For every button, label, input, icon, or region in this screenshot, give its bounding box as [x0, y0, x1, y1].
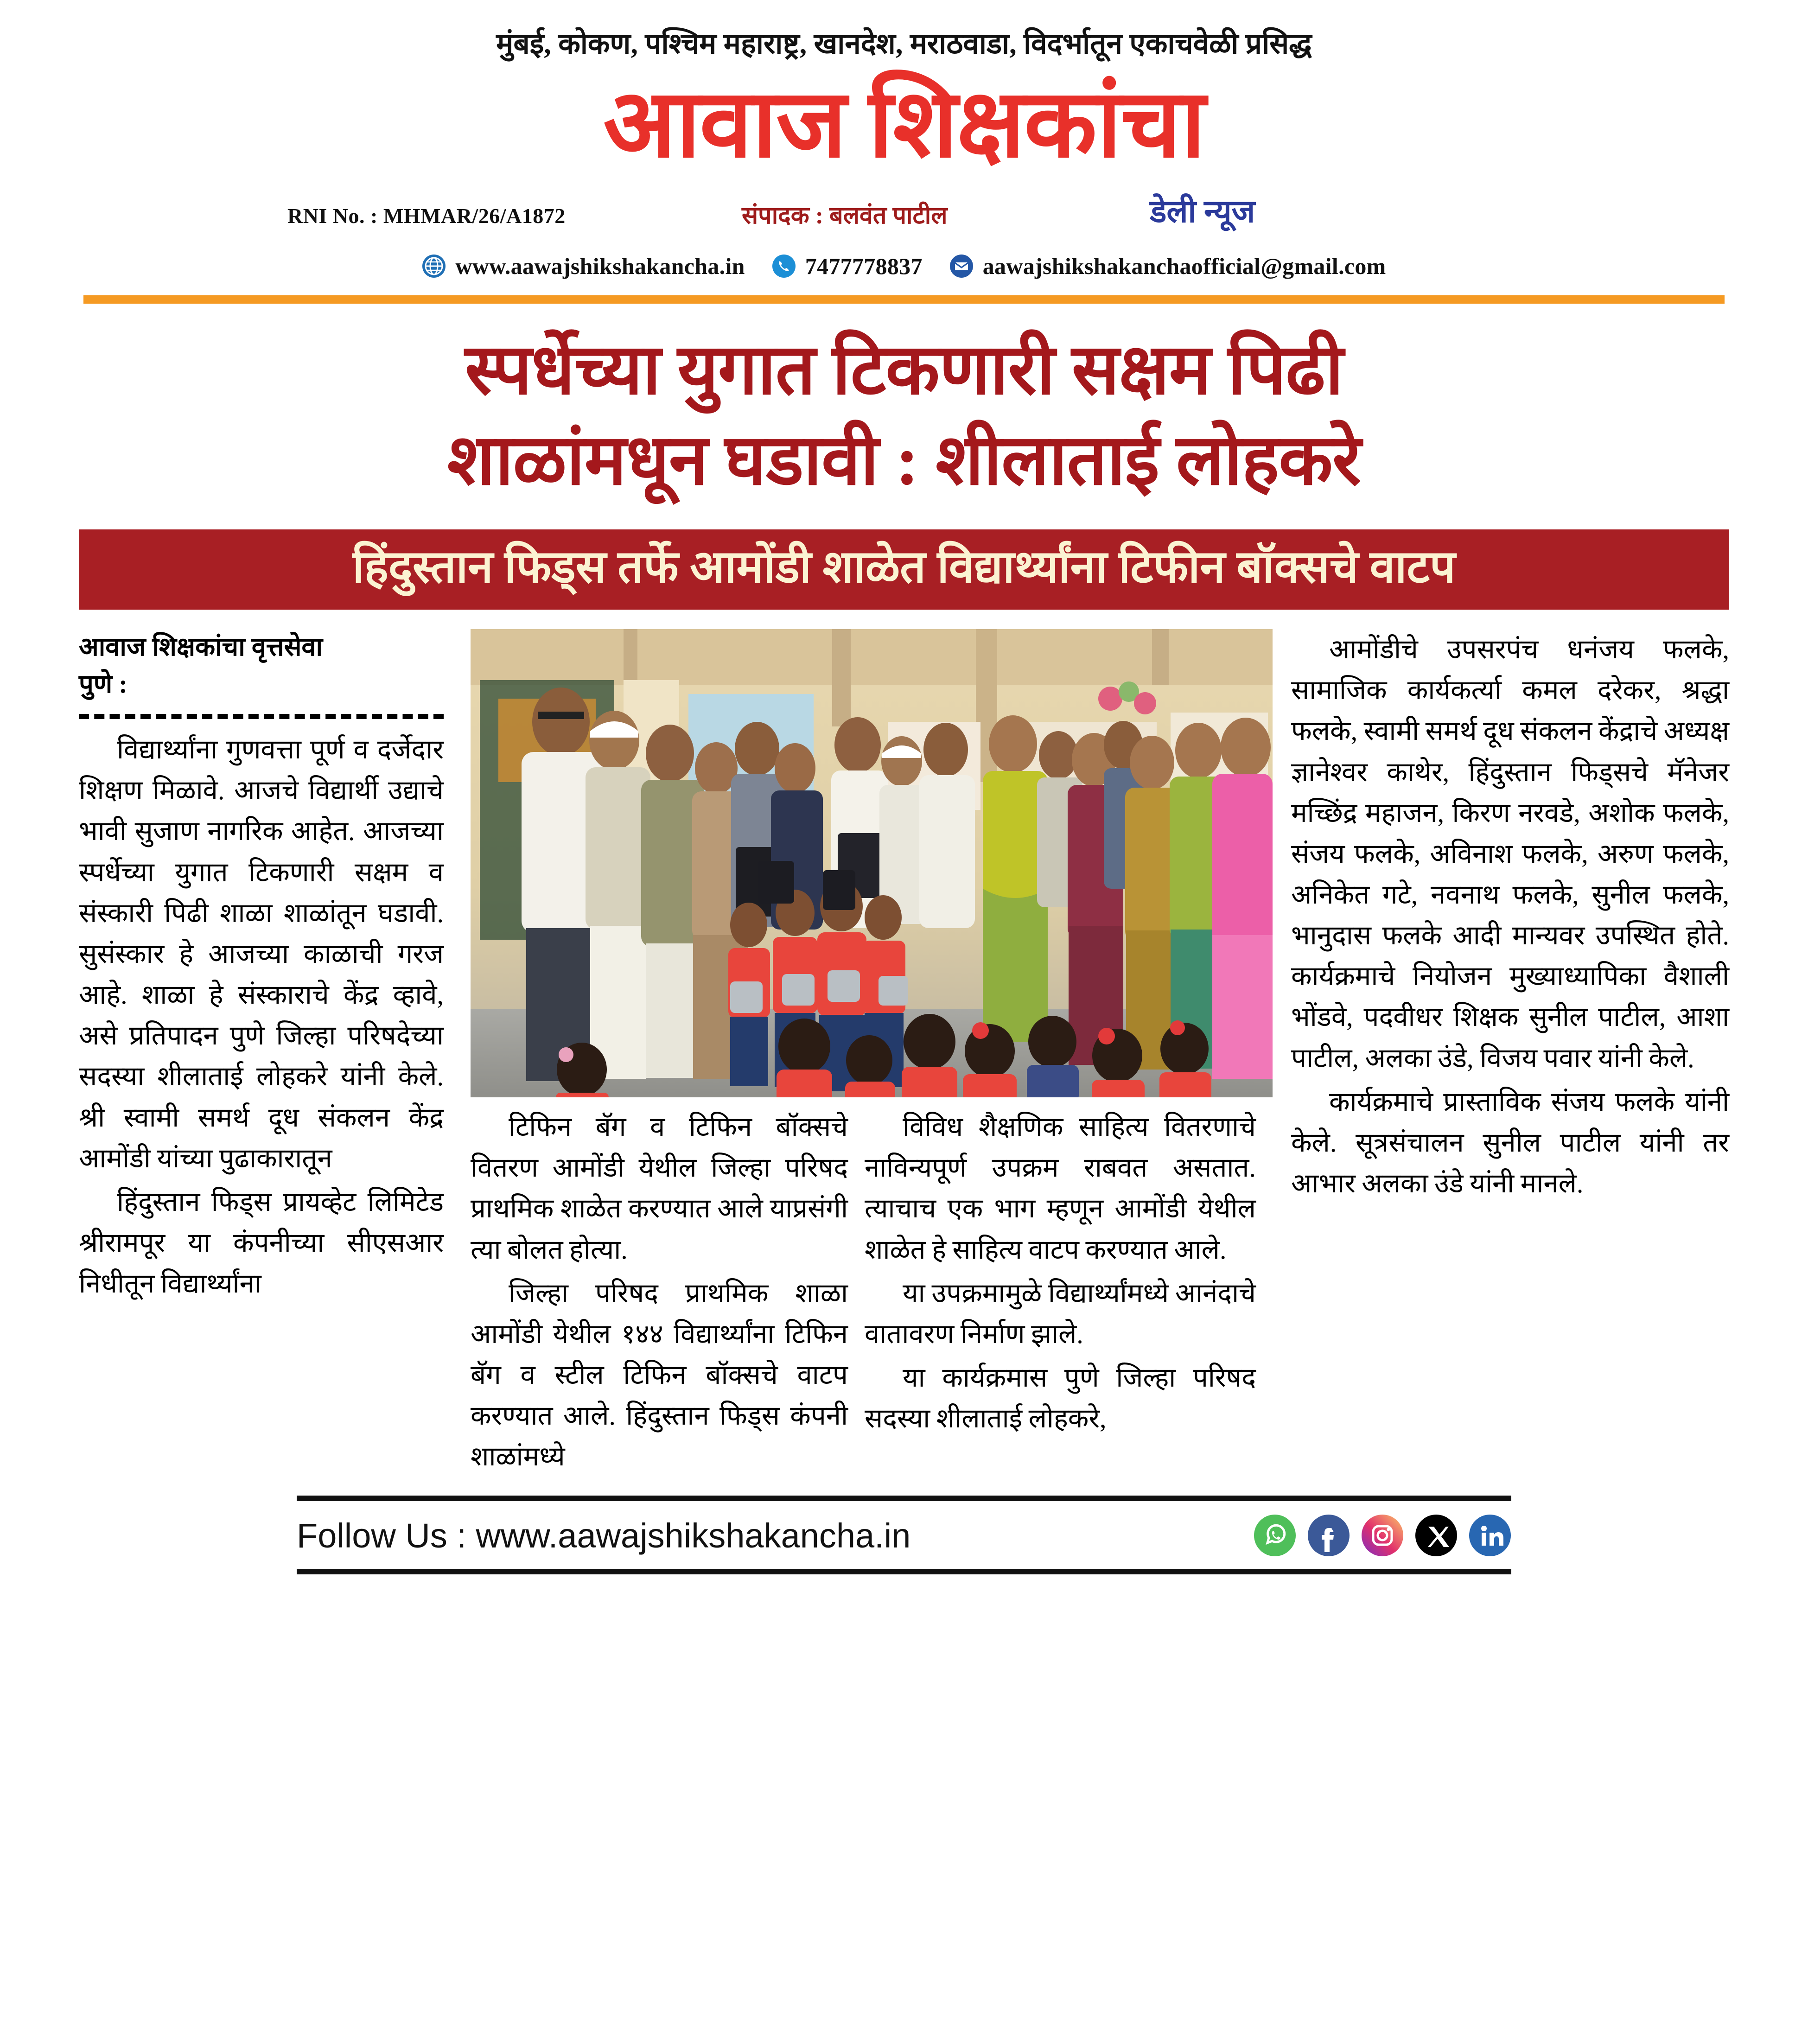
daily-news-label: डेली न्यूज — [1150, 194, 1255, 229]
subheadline-text: हिंदुस्तान फिड्स तर्फे आमोंडी शाळेत विद्यार्थ्यांना टिफीन बॉक्सचे वाटप — [352, 542, 1456, 593]
article-paragraph: हिंदुस्तान फिड्स प्रायव्हेट लिमिटेड श्रीरामपूर या कंपनीच्या सीएसआर निधीतून विद्यार्थ्यांना — [79, 1186, 444, 1299]
byline-agency: आवाज शिक्षकांचा वृत्तसेवा — [79, 633, 323, 662]
phone-icon — [772, 254, 796, 278]
article-paragraph: जिल्हा परिषद प्राथमिक शाळा आमोंडी येथील १४४ विद्यार्थ्यांना टिफिन बॅग व स्टील टिफिन बॉक्सचे वाटप करण्यात आले. हिंदुस्तान फिड्स कंपनी शाळांमध्ये — [471, 1278, 848, 1472]
article-paragraph: या कार्यक्रमास पुणे जिल्हा परिषद सदस्या शीलाताई लोहकरे, — [865, 1363, 1256, 1434]
article-body — [79, 629, 1729, 1477]
newspaper-logo-title: आवाज शिक्षकांचा — [603, 72, 1205, 178]
byline-divider — [79, 714, 444, 719]
email-address: aawajshikshakanchaofficial@gmail.com — [982, 253, 1386, 280]
logo-row — [0, 72, 1808, 191]
mail-icon — [949, 254, 974, 278]
contact-email[interactable] — [949, 253, 1386, 280]
article-paragraph: या उपक्रमामुळे विद्यार्थ्यांमध्ये आनंदाचे वातावरण निर्माण झाले. — [865, 1278, 1256, 1349]
article-column-4 — [1273, 629, 1729, 1477]
article-paragraph: टिफिन बॅग व टिफिन बॉक्सचे वितरण आमोंडी येथील जिल्हा परिषद प्राथमिक शाळेत करण्यात आले याप्रसंगी त्या बोलत होत्या. — [471, 1112, 848, 1265]
page-headline — [79, 325, 1729, 505]
article-column-1 — [79, 629, 471, 1477]
headline-line-2: शाळांमधून घडावी : शीलाताई लोहकरे — [447, 421, 1361, 499]
article-paragraph: विविध शैक्षणिक साहित्य वितरणाचे नाविन्यपूर्ण उपक्रम राबवत असतात. त्याचाच एक भाग म्हणून आमोंडी येथील शाळेत हे साहित्य वाटप करण्यात आले. — [865, 1112, 1256, 1265]
instagram-icon[interactable] — [1361, 1514, 1404, 1557]
phone-number: 7477778837 — [805, 253, 923, 280]
website-url: www.aawajshikshakancha.in — [455, 253, 745, 280]
strapline: मुंबई, कोकण, पश्चिम महाराष्ट्र, खानदेश, मराठवाडा, विदर्भातून एकाचवेळी प्रसिद्ध — [496, 28, 1312, 60]
subheadline-banner — [79, 529, 1729, 610]
orange-divider-rule — [83, 295, 1725, 304]
byline-dateline: पुणे : — [79, 669, 127, 699]
editor-name: संपादक : बलवंत पाटील — [742, 203, 948, 229]
whatsapp-icon[interactable] — [1254, 1514, 1296, 1557]
globe-icon — [422, 254, 446, 278]
contact-phone[interactable] — [772, 253, 923, 280]
follow-us-text: Follow Us : www.aawajshikshakancha.in — [297, 1516, 911, 1555]
school-tiffin-distribution-photo — [471, 629, 1273, 1097]
contact-website[interactable] — [422, 253, 745, 280]
footer-bottom-rule — [297, 1569, 1511, 1574]
article-paragraph: विद्यार्थ्यांना गुणवत्ता पूर्ण व दर्जेदार शिक्षण मिळावे. आजचे विद्यार्थी उद्याचे भावी सुजाण नागरिक आहेत. आजच्या स्पर्धेच्या युगात टिकणारी सक्षम व संस्कारी पिढी शाळा शाळांतून घडावी. सुसंस्कार हे आजच्या काळाची गरज आहे. शाळा हे संस्काराचे केंद्र व्हावे, असे प्रतिपादन पुणे जिल्हा परिषदेच्या सदस्या शीलाताई लोहकरे यांनी केले. श्री स्वामी समर्थ दूध संकलन केंद्र आमोंडी यांच्या पुढाकारातून — [79, 734, 444, 1173]
contact-row — [0, 253, 1808, 280]
linkedin-icon[interactable] — [1469, 1514, 1511, 1557]
article-paragraph: कार्यक्रमाचे प्रास्ताविक संजय फलके यांनी केले. सूत्रसंचालन सुनील पाटील यांनी तर आभार अलका उंडे यांनी मानले. — [1291, 1086, 1729, 1199]
headline-line-1: स्पर्धेच्या युगात टिकणारी सक्षम पिढी — [465, 331, 1343, 409]
masthead — [0, 0, 1808, 304]
footer-top-rule — [297, 1496, 1511, 1501]
x-twitter-icon[interactable] — [1415, 1514, 1458, 1557]
article-paragraph: आमोंडीचे उपसरपंच धनंजय फलके, सामाजिक कार्यकर्त्या कमल दरेकर, श्रद्धा फलके, स्वामी समर्थ दूध संकलन केंद्राचे अध्यक्ष ज्ञानेश्वर काथेर, हिंदुस्तान फिड्सचे मॅनेजर मच्छिंद्र महाजन, किरण नरवडे, अशोक फलके, संजय फलके, अविनाश फलके, अरुण फलके, अनिकेत गटे, नवनाथ फलके, सुनील फलके, भानुदास फलके आदी मान्यवर उपस्थित होते. कार्यक्रमाचे नियोजन मुख्याध्यापिका वैशाली भोंडवे, पदवीधर शिक्षक सुनील पाटील, आशा पाटील, अलका उंडे, विजय पवार यांनी केले. — [1291, 634, 1729, 1073]
social-links — [1254, 1514, 1511, 1557]
masthead-meta-row — [0, 186, 1808, 237]
footer — [297, 1514, 1511, 1557]
rni-number: RNI No. : MHMAR/26/A1872 — [287, 204, 566, 228]
facebook-icon[interactable] — [1307, 1514, 1350, 1557]
